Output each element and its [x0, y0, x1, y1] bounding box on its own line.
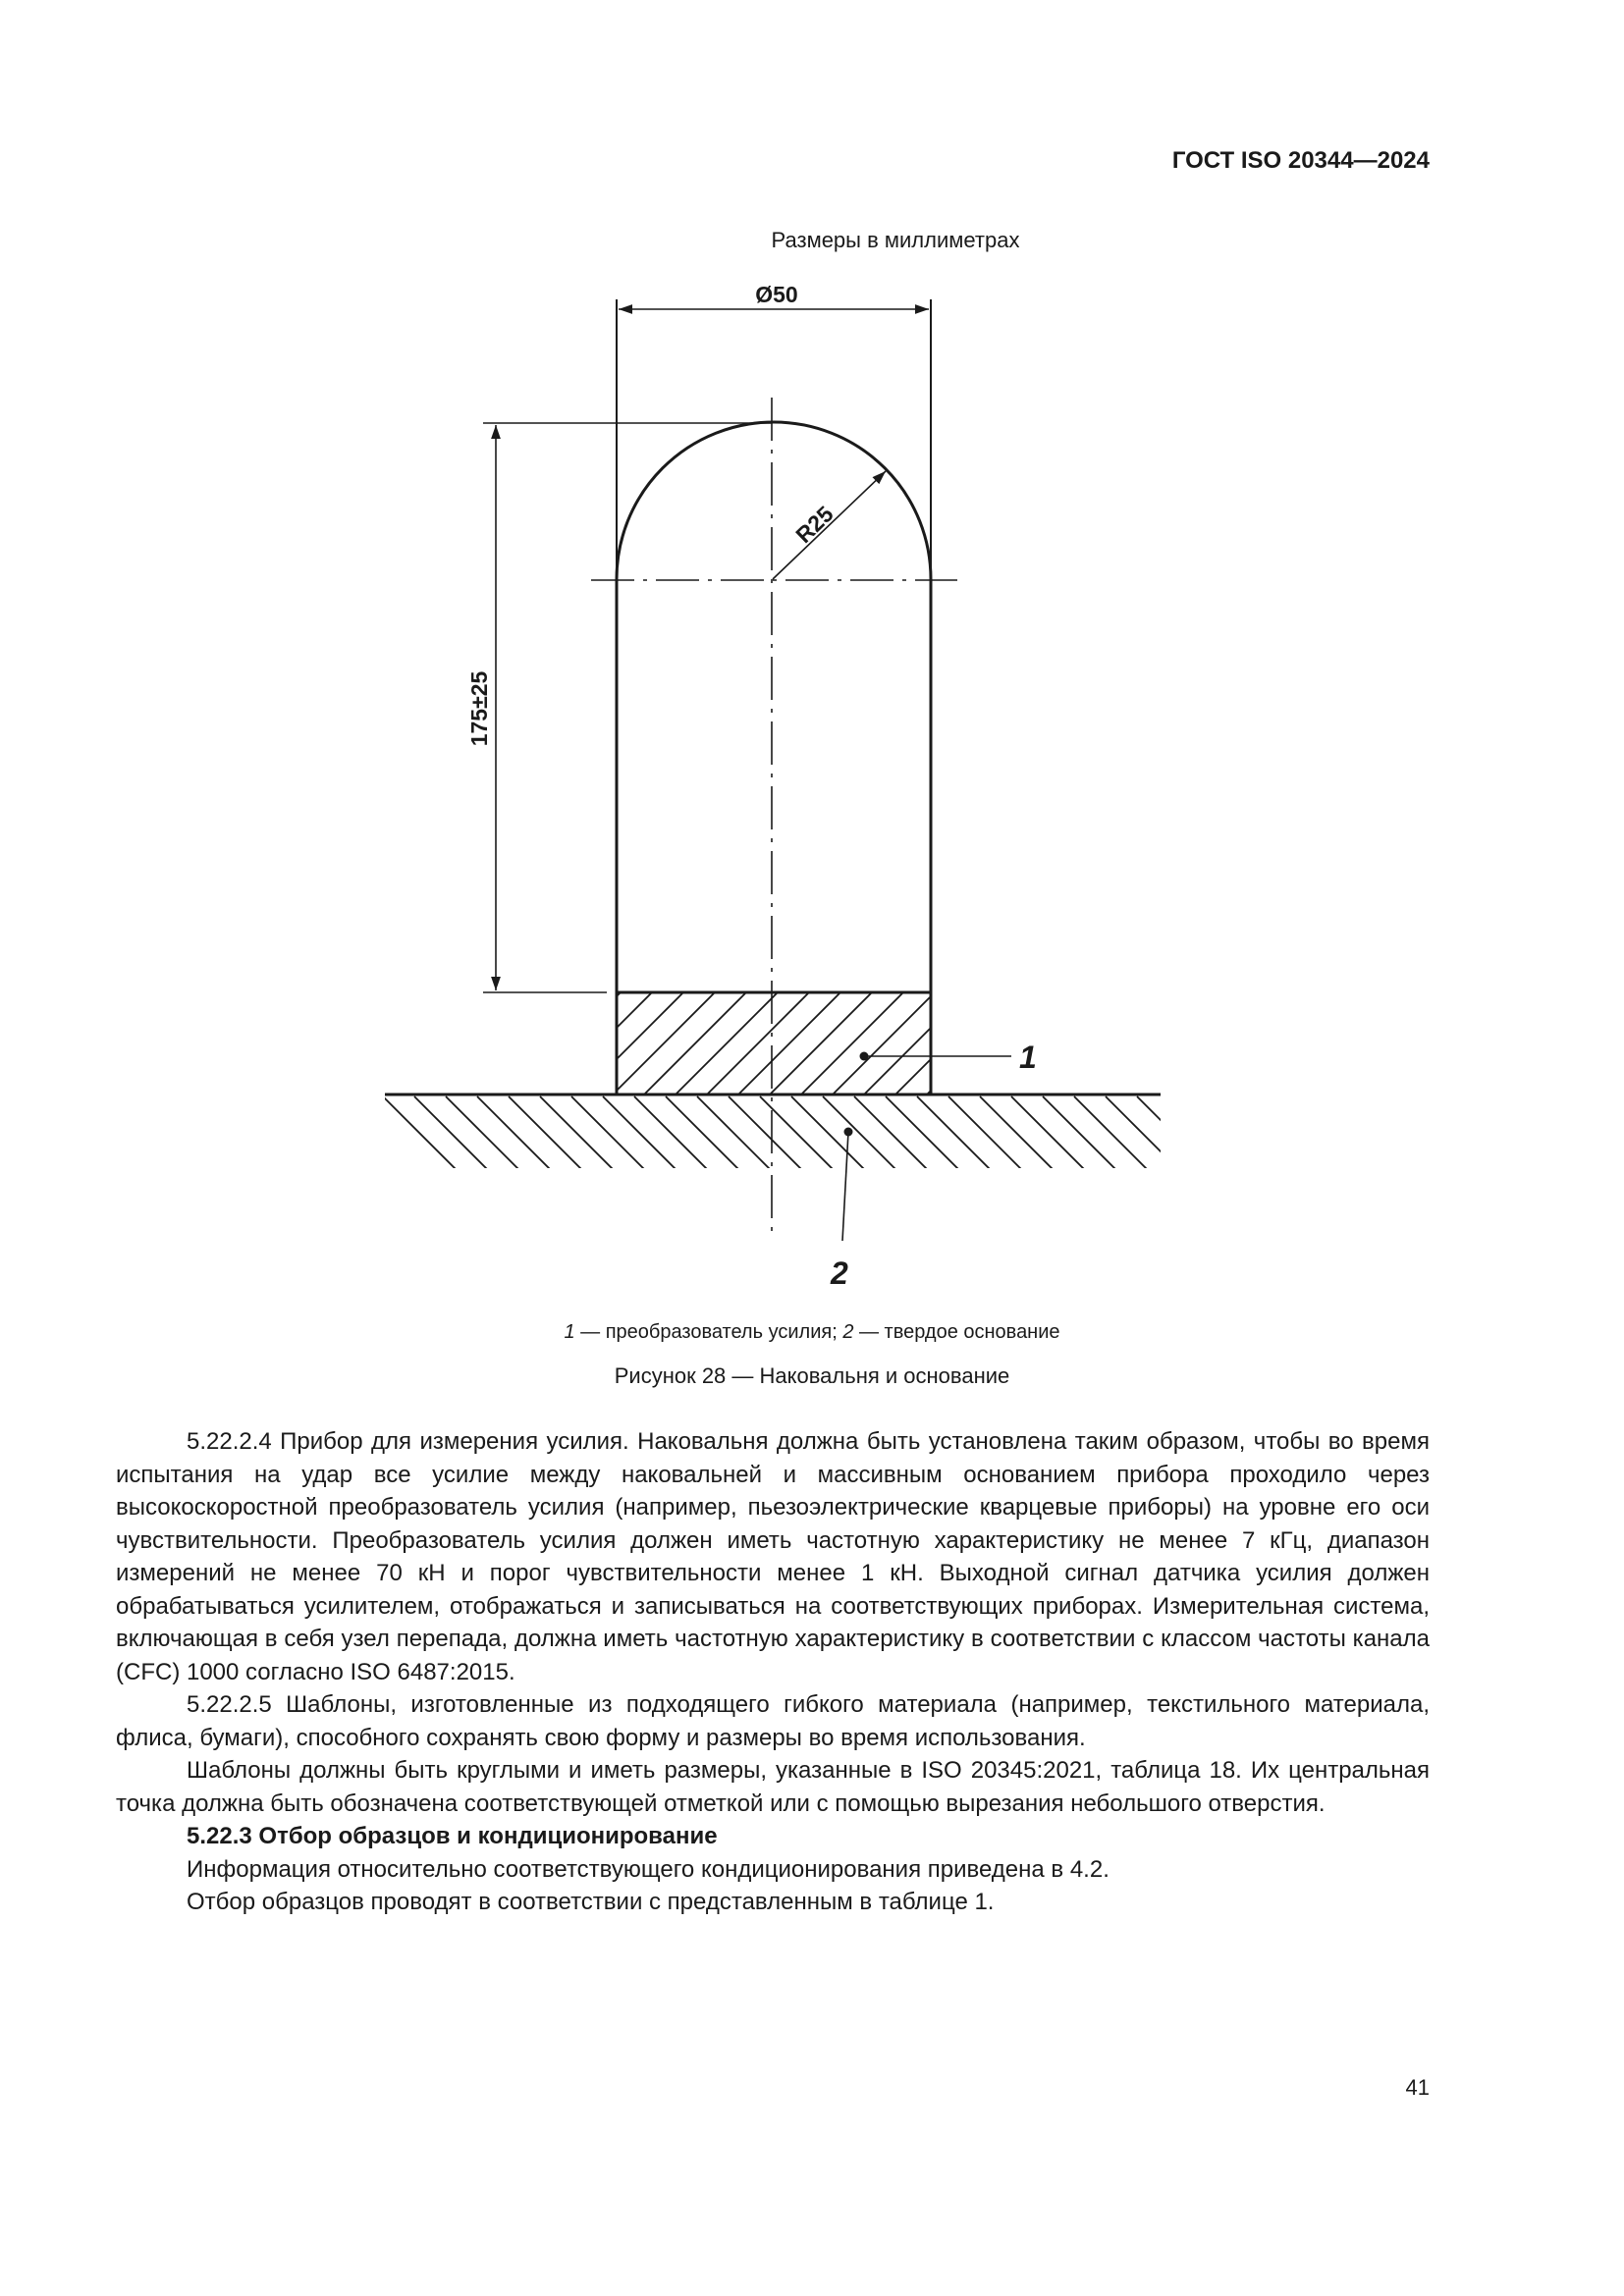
- units-note: Размеры в миллиметрах: [771, 228, 1020, 252]
- section-heading-5-22-3: 5.22.3 Отбор образцов и кондиционирование: [187, 1823, 718, 1849]
- page-number: 41: [1405, 2075, 1430, 2100]
- rigid-base: [383, 1095, 1210, 1169]
- paragraph-5-22-2-5: 5.22.2.5 Шаблоны, изготовленные из подходящего гибкого материала (например, текстильного материала, флиса, бумаги), способного сохранять свою форму и размеры во время использования.: [116, 1691, 1430, 1751]
- figure-caption: Рисунок 28 — Наковальня и основание: [614, 1363, 1010, 1388]
- paragraph-templates: Шаблоны должны быть круглыми и иметь размеры, указанные в ISO 20345:2021, таблица 18. Их центральная точка должна быть обозначена соответствующей отметкой или с помощью вырезания небольшого отверстия.: [116, 1757, 1430, 1817]
- figure-legend: [0, 1321, 1624, 1344]
- callout-1-label: 1: [1019, 1040, 1037, 1075]
- callout-2: [830, 1128, 853, 1292]
- legend-key-2: 2: [842, 1321, 854, 1343]
- radius-dimension: [773, 471, 886, 579]
- legend-text-1: — преобразователь усилия;: [574, 1321, 843, 1343]
- legend-key-1: 1: [564, 1321, 575, 1343]
- paragraph-conditioning: Информация относительно соответствующего кондиционирования приведена в 4.2.: [187, 1855, 1110, 1883]
- height-label: 175±25: [466, 670, 492, 747]
- diameter-dimension: [617, 282, 931, 1095]
- diameter-label: Ø50: [755, 282, 798, 307]
- radius-label: R25: [790, 501, 839, 549]
- height-dimension: [466, 423, 772, 992]
- document-title: ГОСТ ISO 20344—2024: [1171, 147, 1430, 174]
- body-text: [116, 1425, 1430, 1919]
- legend-text-2: — твердое основание: [853, 1321, 1060, 1343]
- callout-1: [860, 1040, 1037, 1075]
- paragraph-sampling: Отбор образцов проводят в соответствии с представленным в таблице 1.: [187, 1889, 995, 1915]
- paragraph-5-22-2-4: 5.22.2.4 Прибор для измерения усилия. Наковальня должна быть установлена таким образом, чтобы во время испытания на удар все усилие между наковальней и массивным основанием прибора проходило через высокоскоростной преобразователь усилия (например, пьезоэлектрические кварцевые приборы) на уровне его оси чувствительности. Преобразователь усилия должен иметь частотную характеристику не менее 7 кГц, диапазон измерений не менее 70 кН и порог чувствительности менее 1 кН. Выходной сигнал датчика усилия должен обрабатываться усилителем, отображаться и записываться на соответствующих приборах. Измерительная система, включающая в себя узел перепада, должна иметь частотную характеристику в соответствии с классом частоты канала (CFC) 1000 согласно ISO 6487:2015.: [116, 1428, 1430, 1685]
- callout-2-label: 2: [831, 1255, 848, 1291]
- force-transducer: [518, 992, 1029, 1095]
